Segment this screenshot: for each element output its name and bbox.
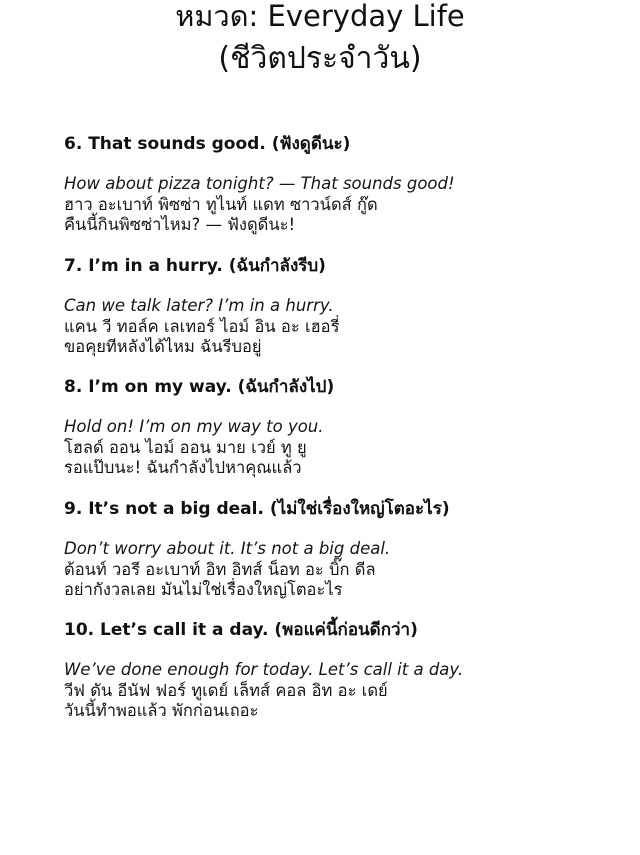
- phrase-heading: 9. It’s not a big deal. (ไม่ใช่เรื่องใหญ่โตอะไร): [64, 499, 450, 519]
- page-subtitle: (ชีวิตประจำวัน): [218, 41, 422, 76]
- thai-translation: วันนี้ทำพอแล้ว พักก่อนเถอะ: [64, 701, 259, 720]
- english-example: We’ve done enough for today. Let’s call it a day.: [64, 660, 464, 679]
- page-title: หมวด: Everyday Life: [175, 0, 465, 33]
- thai-pronunciation: โฮลด์ ออน ไอม์ ออน มาย เวย์ ทู ยู: [64, 437, 307, 457]
- phrase-section-8: [64, 376, 624, 479]
- english-example: Don’t worry about it. It’s not a big deal.: [64, 539, 391, 558]
- english-example: Hold on! I’m on my way to you.: [64, 417, 324, 436]
- phrase-heading: 10. Let’s call it a day. (พอแค่นี้ก่อนดีกว่า): [64, 620, 418, 640]
- phrase-section-9: [64, 498, 624, 601]
- phrase-section-7: [64, 255, 624, 358]
- thai-pronunciation: ฮาว อะเบาท์ พิซซ่า ทูไนท์ แดท ซาวน์ดส์ กู๊ด: [64, 194, 378, 214]
- english-example: Can we talk later? I’m in a hurry.: [64, 296, 334, 315]
- thai-translation: คืนนี้กินพิซซ่าไหม? — ฟังดูดีนะ!: [64, 215, 296, 234]
- thai-pronunciation: ด้อนท์ วอรี อะเบาท์ อิท อิทส์ น็อท อะ บิ๊ก ดีล: [64, 559, 376, 579]
- thai-translation: รอแป๊บนะ! ฉันกำลังไปหาคุณแล้ว: [64, 458, 302, 477]
- phrase-section-6: [64, 133, 624, 236]
- phrase-heading: 6. That sounds good. (ฟังดูดีนะ): [64, 134, 351, 154]
- thai-translation: ขอคุยทีหลังได้ไหม ฉันรีบอยู่: [64, 337, 262, 356]
- phrase-section-10: [64, 619, 624, 722]
- thai-translation: อย่ากังวลเลย มันไม่ใช่เรื่องใหญ่โตอะไร: [64, 580, 343, 599]
- phrase-heading: 8. I’m on my way. (ฉันกำลังไป): [64, 377, 335, 397]
- phrase-heading: 7. I’m in a hurry. (ฉันกำลังรีบ): [64, 256, 326, 276]
- thai-pronunciation: แคน วี ทอล์ค เลเทอร์ ไอม์ อิน อะ เฮอรี่: [64, 316, 340, 336]
- thai-pronunciation: วีฟ ดัน อีนัฟ ฟอร์ ทูเดย์ เล็ทส์ คอล อิท อะ เดย์: [64, 680, 388, 700]
- english-example: How about pizza tonight? — That sounds good!: [64, 174, 455, 193]
